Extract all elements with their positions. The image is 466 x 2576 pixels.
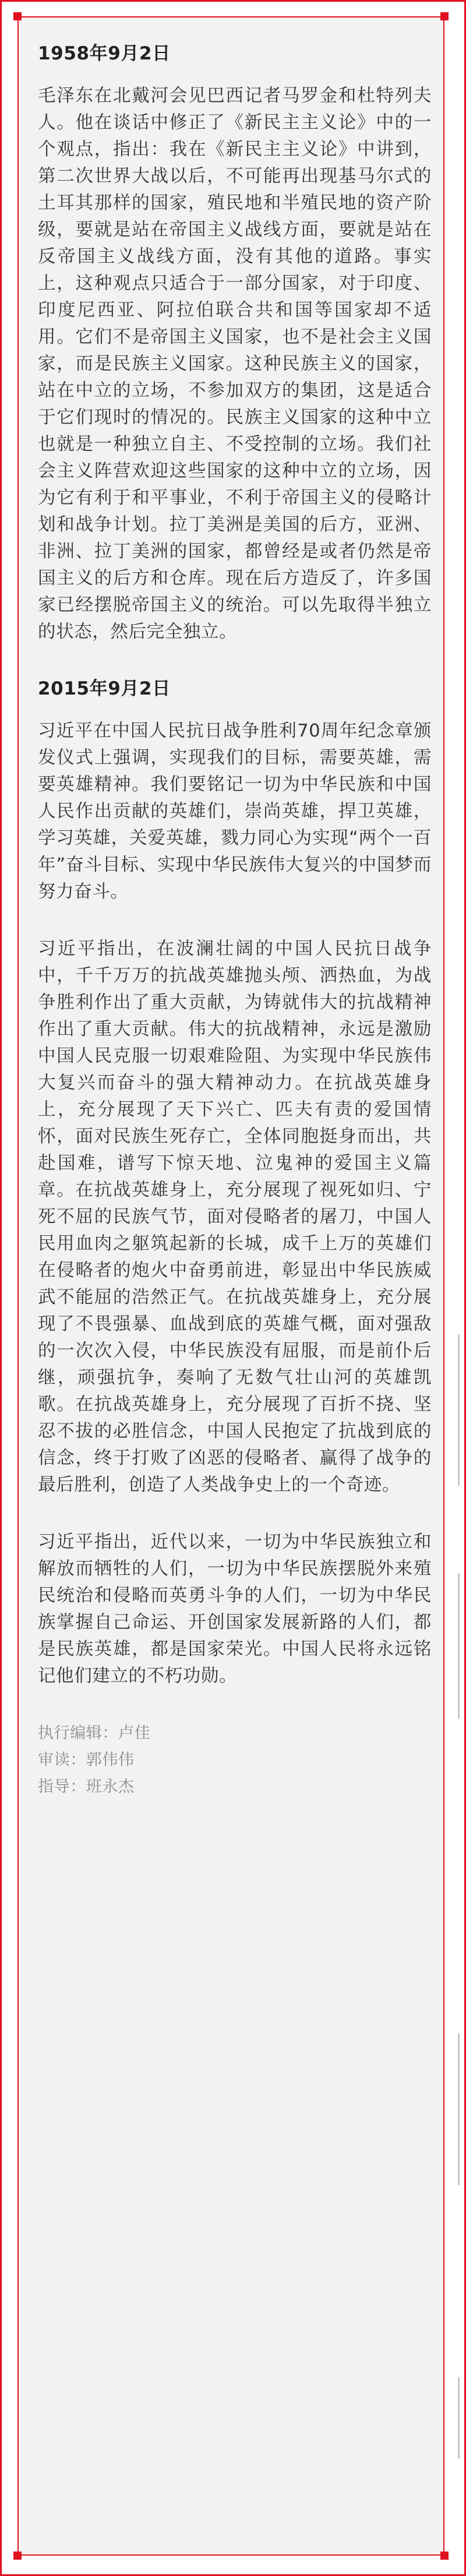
- paragraph-2015-1: 习近平在中国人民抗日战争胜利70周年纪念章颁发仪式上强调，实现我们的目标，需要英雄，需要英雄精神。我们要铭记一切为中华民族和中国人民作出贡献的英雄们，崇尚英雄，捍卫英雄，学习英雄，关爱英雄，戮力同心为实现“两个一百年”奋斗目标、实现中华民族伟大复兴的中国梦而努力奋斗。: [38, 721, 432, 902]
- credit-director: 指导：班永杰: [38, 1778, 135, 1796]
- article-body: [38, 41, 432, 1800]
- scroll-indicator[interactable]: [458, 1334, 460, 1486]
- corner-ornament-bottom-right: [440, 2552, 449, 2560]
- corner-ornament-top-right: [440, 12, 449, 20]
- credit-reviewer: 审读：郭伟伟: [38, 1751, 135, 1769]
- scroll-indicator[interactable]: [458, 2034, 460, 2185]
- corner-ornament-top-left: [13, 12, 22, 20]
- scroll-indicator[interactable]: [458, 2377, 460, 2459]
- paragraph-1958: 毛泽东在北戴河会见巴西记者马罗金和杜特列夫人。他在谈话中修正了《新民主主义论》中的一个观点，指出：我在《新民主主义论》中讲到，第二次世界大战以后，不可能再出现基马尔式的土耳其那样的国家，殖民地和半殖民地的资产阶级，要就是站在帝国主义战线方面，要就是站在反帝国主义战线方面，没有其他的道路。事实上，这种观点只适合于一部分国家，对于印度、印度尼西亚、阿拉伯联合共和国等国家却不适用。它们不是帝国主义国家，也不是社会主义国家，而是民族主义国家。这种民族主义的国家，站在中立的立场，不参加双方的集团，这是适合于它们现时的情况的。民族主义国家的这种中立也就是一种独立自主、不受控制的立场。我们社会主义阵营欢迎这些国家的这种中立的立场，因为它有利于和平事业，不利于帝国主义的侵略计划和战争计划。拉丁美洲是美国的后方，亚洲、非洲、拉丁美洲的国家，都曾经是或者仍然是帝国主义的后方和仓库。现在后方造反了，许多国家已经摆脱帝国主义的统治。可以先取得半独立的状态，然后完全独立。: [38, 86, 432, 642]
- credits-block: [38, 1720, 432, 1800]
- corner-ornament-bottom-left: [13, 2552, 22, 2560]
- scroll-indicator[interactable]: [458, 1573, 460, 1719]
- paragraph-2015-2: 习近平指出，在波澜壮阔的中国人民抗日战争中，千千万万的抗战英雄抛头颅、洒热血，为战争胜利作出了重大贡献，为铸就伟大的抗战精神作出了重大贡献。伟大的抗战精神，永远是激励中国人民克服一切艰难险阻、为实现中华民族伟大复兴而奋斗的强大精神动力。在抗战英雄身上，充分展现了天下兴亡、匹夫有责的爱国情怀，面对民族生死存亡，全体同胞挺身而出，共赴国难，谱写下惊天地、泣鬼神的爱国主义篇章。在抗战英雄身上，充分展现了视死如归、宁死不屈的民族气节，面对侵略者的屠刀，中国人民用血肉之躯筑起新的长城，成千上万的英雄们在侵略者的炮火中奋勇前进，彰显出中华民族威武不能屈的浩然正气。在抗战英雄身上，充分展现了不畏强暴、血战到底的英雄气概，面对强敌的一次次入侵，中华民族没有屈服，而是前仆后继，顽强抗争，奏响了无数气壮山河的英雄凯歌。在抗战英雄身上，充分展现了百折不挠、坚忍不拔的必胜信念，中国人民抱定了抗战到底的信念，终于打败了凶恶的侵略者、赢得了战争的最后胜利，创造了人类战争史上的一个奇迹。: [38, 939, 432, 1495]
- section-date-2015: 2015年9月2日: [38, 678, 171, 699]
- paragraph-2015-3: 习近平指出，近代以来，一切为中华民族独立和解放而牺牲的人们，一切为中华民族摆脱外来殖民统治和侵略而英勇斗争的人们，一切为中华民族掌握自己命运、开创国家发展新路的人们，都是民族英雄，都是国家荣光。中国人民将永远铭记他们建立的不朽功勋。: [38, 1532, 432, 1686]
- credit-editor: 执行编辑：卢佳: [38, 1724, 151, 1742]
- section-date-1958: 1958年9月2日: [38, 43, 171, 64]
